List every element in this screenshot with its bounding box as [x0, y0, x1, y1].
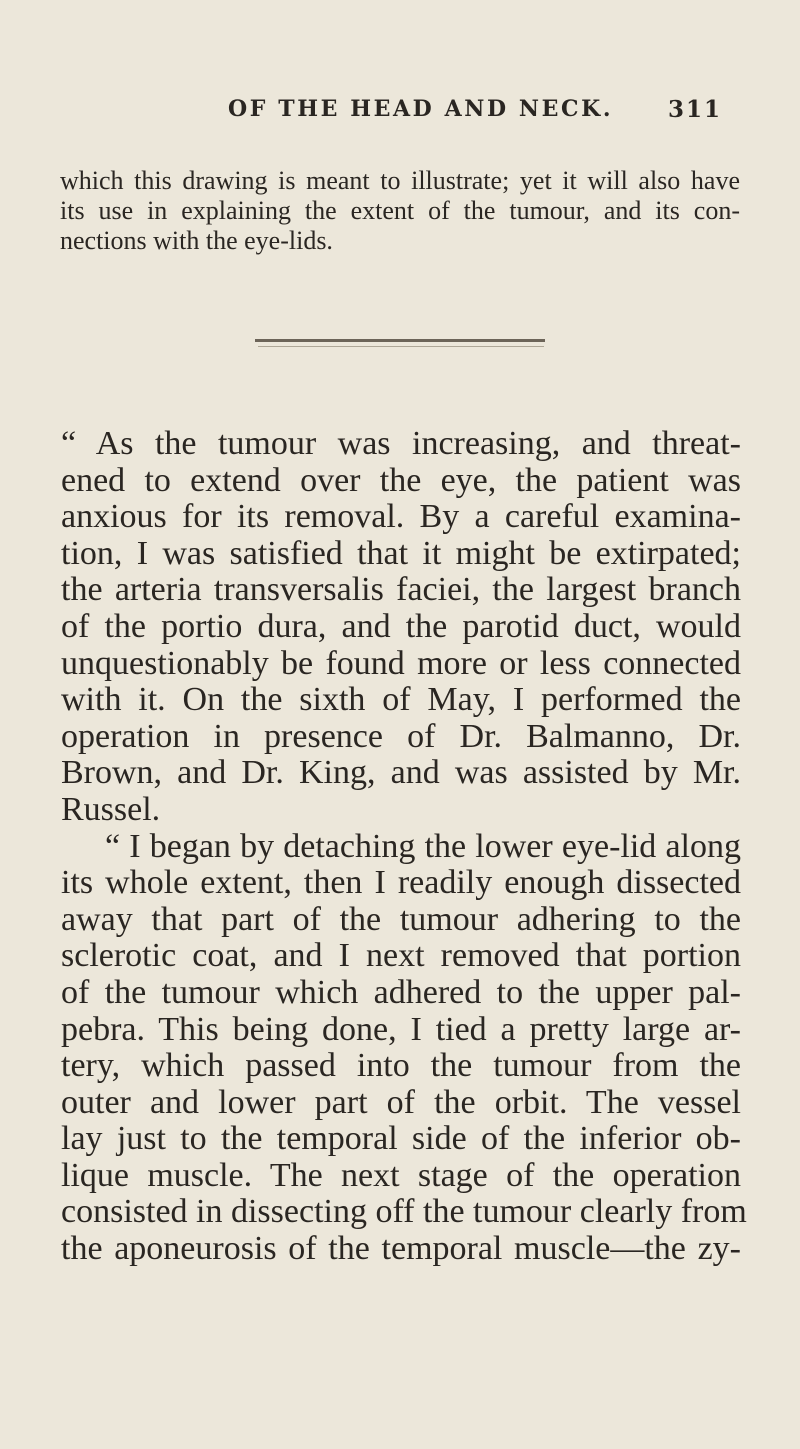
text-line: “ I began by detaching the lower eye-lid along [105, 827, 741, 865]
text-line: lique muscle. The next stage of the operation [61, 1156, 741, 1194]
page-number: 311 [668, 96, 723, 123]
text-line: lay just to the temporal side of the inferior ob- [61, 1120, 741, 1158]
text-line: Russel. [61, 790, 161, 828]
text-line: tion, I was satisfied that it might be extirpated; [61, 534, 741, 572]
text-line: of the tumour which adhered to the upper pal- [61, 973, 741, 1011]
text-line: away that part of the tumour adhering to the [61, 900, 741, 938]
text-line: ened to extend over the eye, the patient was [61, 461, 741, 499]
text-line: its use in explaining the extent of the tumour, and its con- [60, 196, 740, 225]
text-line: the arteria transversalis faciei, the largest branch [61, 571, 741, 609]
intro-paragraph [60, 166, 740, 256]
text-line: tery, which passed into the tumour from the [61, 1047, 741, 1085]
text-line: its whole extent, then I readily enough dissected [61, 864, 741, 902]
text-line: pebra. This being done, I tied a pretty large ar- [61, 1010, 741, 1048]
text-line: anxious for its removal. By a careful examina- [61, 498, 741, 536]
text-line: nections with the eye-lids. [60, 226, 333, 255]
text-line: “ As the tumour was increasing, and threat- [61, 425, 741, 462]
running-head-title: OF THE HEAD AND NECK. [228, 96, 614, 122]
text-line: with it. On the sixth of May, I performed the [61, 681, 741, 719]
section-divider-shadow [258, 346, 544, 347]
quoted-text [61, 425, 747, 1268]
text-line: operation in presence of Dr. Balmanno, Dr. [61, 717, 741, 755]
text-line: sclerotic coat, and I next removed that portion [61, 937, 741, 975]
text-line: outer and lower part of the orbit. The vessel [61, 1083, 741, 1121]
text-line: unquestionably be found more or less connected [61, 644, 741, 682]
running-head [0, 96, 800, 136]
text-line: Brown, and Dr. King, and was assisted by Mr. [61, 754, 741, 792]
section-divider [255, 339, 545, 342]
text-line: which this drawing is meant to illustrate; yet it will also have [60, 166, 740, 195]
text-line: of the portio dura, and the parotid duct, would [61, 607, 741, 645]
text-line: the aponeurosis of the temporal muscle—the zy- [61, 1230, 741, 1268]
text-line: consisted in dissecting off the tumour clearly from [61, 1193, 747, 1231]
